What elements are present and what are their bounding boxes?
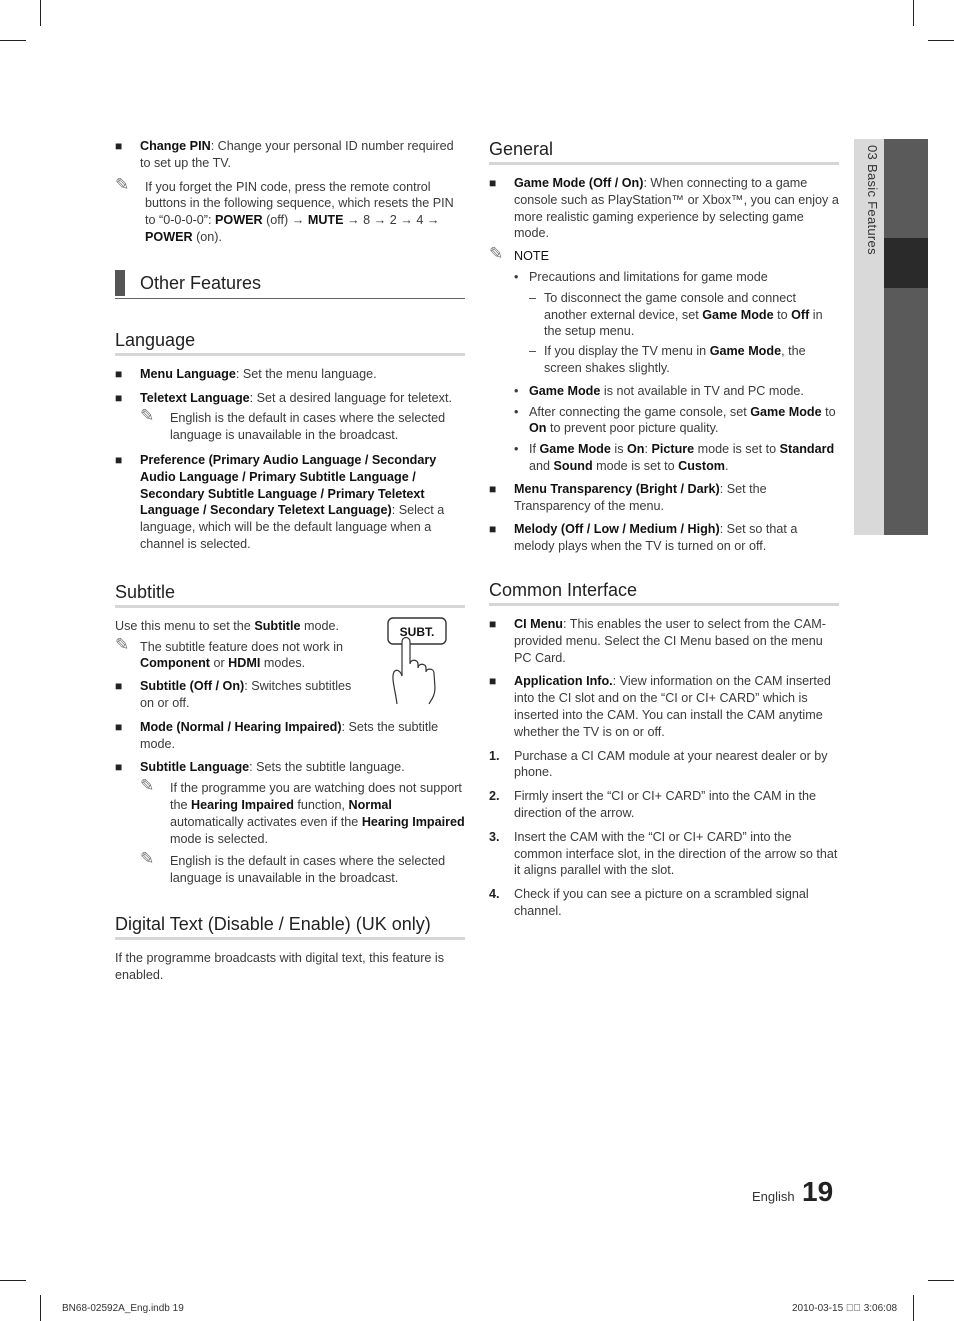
subtitle-language-item: ■ Subtitle Language: Sets the subtitle language. <box>115 760 405 775</box>
side-tab-dark-band <box>884 139 928 535</box>
square-bullet-icon: ■ <box>489 674 497 689</box>
subtitle-onoff-item: ■ Subtitle (Off / On): Switches subtitles on or off. <box>115 679 352 710</box>
footer-timestamp: 2010-03-15 ￿￿ 3:06:08 <box>792 1303 898 1314</box>
crop-mark <box>913 1295 914 1321</box>
ci-step-4: 4. Check if you can see a picture on a scrambled signal channel. <box>489 887 809 918</box>
ci-step-3: 3. Insert the CAM with the “CI or CI+ CARD” into the common interface slot, in the direction of the arrow so that it aligns parallel with the slot. <box>489 829 838 878</box>
note-bullet-game-mode-on: • If Game Mode is On: Picture mode is set to Standard and Sound mode is set to Custom. <box>514 442 835 473</box>
note-dash-menu-shake: – If you display the TV menu in Game Mode, the screen shakes slightly. <box>529 344 806 375</box>
subt-button-label: SUBT. <box>399 624 435 639</box>
pencil-note-icon: ✎ <box>115 174 130 194</box>
menu-language-item: ■ Menu Language: Set the menu language. <box>115 366 377 381</box>
square-bullet-icon: ■ <box>115 760 123 775</box>
subtitle-language-note-1: ✎ If the programme you are watching does not support the Hearing Impaired function, Normal automatically activates even if the Hearing Impaired mode is selected. <box>140 776 465 846</box>
pencil-note-icon: ✎ <box>140 406 155 426</box>
melody-item: ■ Melody (Off / Low / Medium / High): Set so that a melody plays when the TV is turned on or off. <box>489 522 798 554</box>
note-bullet-precautions: • Precautions and limitations for game mode <box>514 269 768 284</box>
crop-mark <box>0 1280 26 1281</box>
ci-menu-item: ■ CI Menu: This enables the user to select from the CAM-provided menu. Select the CI Menu based on the menu PC Card. <box>489 616 826 665</box>
footer-file-info: BN68-02592A_Eng.indb 19 <box>62 1303 184 1314</box>
step-number: 4. <box>489 887 500 902</box>
other-features-heading: Other Features <box>115 270 465 299</box>
square-bullet-icon: ■ <box>489 481 497 496</box>
subtitle-language-note-2: ✎ English is the default in cases where the selected language is unavailable in the broadcast. <box>140 849 446 886</box>
square-bullet-icon: ■ <box>115 366 123 381</box>
general-heading: General <box>489 138 839 165</box>
change-pin-item: ■ Change PIN: Change your personal ID number required to set up the TV. <box>115 139 454 170</box>
note-dash-disconnect: – To disconnect the game console and connect another external device, set Game Mode to Off in the setup menu. <box>529 290 823 339</box>
subtitle-intro: Use this menu to set the Subtitle mode. <box>115 618 340 633</box>
preference-language-item: ■ Preference (Primary Audio Language / Secondary Audio Language / Primary Subtitle Language / Secondary Subtitle Language / Primary Teletext Language / Secondary Teletext Language): Select a language, which will be the default language when a channel is selected. <box>115 452 445 551</box>
application-info-item: ■ Application Info.: View information on the CAM inserted into the CI slot and on the “CI or CI+ CARD” which is inserted into the CAM. You can install the CAM anytime whether the TV is on or off. <box>489 674 831 739</box>
common-interface-heading: Common Interface <box>489 579 839 606</box>
subt-remote-button-illustration <box>385 616 457 706</box>
digital-text-description: If the programme broadcasts with digital text, this feature is enabled. <box>115 950 444 982</box>
square-bullet-icon: ■ <box>115 452 123 467</box>
subtitle-intro-block <box>115 618 465 712</box>
square-bullet-icon: ■ <box>115 390 123 405</box>
right-column <box>489 138 839 927</box>
change-pin-note: ✎ If you forget the PIN code, press the remote control buttons in the following sequence, which resets the PIN to “0-0-0-0”: POWER (off) → MUTE → 8 → 2 → 4 → POWER (on). <box>115 174 454 244</box>
pencil-note-icon: ✎ <box>115 634 130 654</box>
crop-mark <box>0 40 26 41</box>
bullet-dot-icon: • <box>514 269 519 284</box>
bullet-dot-icon: • <box>514 383 519 398</box>
crop-mark <box>40 1295 41 1321</box>
square-bullet-icon: ■ <box>489 522 497 537</box>
square-bullet-icon: ■ <box>115 719 123 734</box>
note-bullet-after-connecting: • After connecting the game console, set Game Mode to On to prevent poor picture quality. <box>514 404 836 436</box>
square-bullet-icon: ■ <box>115 679 123 694</box>
pencil-note-icon: ✎ <box>140 776 155 796</box>
digital-text-heading: Digital Text (Disable / Enable) (UK only) <box>115 913 465 940</box>
page-number: 19 <box>802 1176 834 1207</box>
dash-icon: – <box>529 344 537 359</box>
left-column <box>115 138 465 984</box>
step-number: 2. <box>489 789 500 804</box>
hand-pointer-icon <box>393 637 435 704</box>
crop-mark <box>928 1280 954 1281</box>
side-tab-label: 03 Basic Features <box>865 145 880 255</box>
crop-mark <box>40 0 41 26</box>
teletext-note: ✎ English is the default in cases where the selected language is unavailable in the broadcast. <box>140 406 446 443</box>
language-heading: Language <box>115 329 465 356</box>
menu-transparency-item: ■ Menu Transparency (Bright / Dark): Set the Transparency of the menu. <box>489 481 767 513</box>
game-mode-item: ■ Game Mode (Off / On): When connecting to a game console such as PlayStation™ or Xbox™, you can enjoy a more realistic gaming experience by selecting game mode. <box>489 176 839 241</box>
crop-mark <box>928 40 954 41</box>
bullet-dot-icon: • <box>514 404 519 419</box>
heading-bar <box>115 270 125 296</box>
crop-mark <box>913 0 914 26</box>
step-number: 1. <box>489 748 500 763</box>
step-number: 3. <box>489 829 500 844</box>
note-bullet-not-available: • Game Mode is not available in TV and PC mode. <box>514 383 804 398</box>
subtitle-heading: Subtitle <box>115 581 465 608</box>
ci-step-1: 1. Purchase a CI CAM module at your nearest dealer or by phone. <box>489 748 828 780</box>
side-tab-active-marker <box>884 238 928 288</box>
teletext-language-item: ■ Teletext Language: Set a desired language for teletext. <box>115 390 452 405</box>
bullet-dot-icon: • <box>514 442 519 457</box>
square-bullet-icon: ■ <box>115 139 123 153</box>
dash-icon: – <box>529 290 537 305</box>
page-language: English <box>752 1189 795 1204</box>
square-bullet-icon: ■ <box>489 616 497 631</box>
ci-step-2: 2. Firmly insert the “CI or CI+ CARD” into the CAM in the direction of the arrow. <box>489 789 816 820</box>
subtitle-note: ✎ The subtitle feature does not work in Component or HDMI modes. <box>115 634 344 671</box>
pencil-note-icon: ✎ <box>489 244 504 264</box>
game-mode-note-header: ✎ NOTE <box>489 244 549 264</box>
pencil-note-icon: ✎ <box>140 849 155 869</box>
subtitle-mode-item: ■ Mode (Normal / Hearing Impaired): Sets the subtitle mode. <box>115 719 439 751</box>
square-bullet-icon: ■ <box>489 176 497 190</box>
